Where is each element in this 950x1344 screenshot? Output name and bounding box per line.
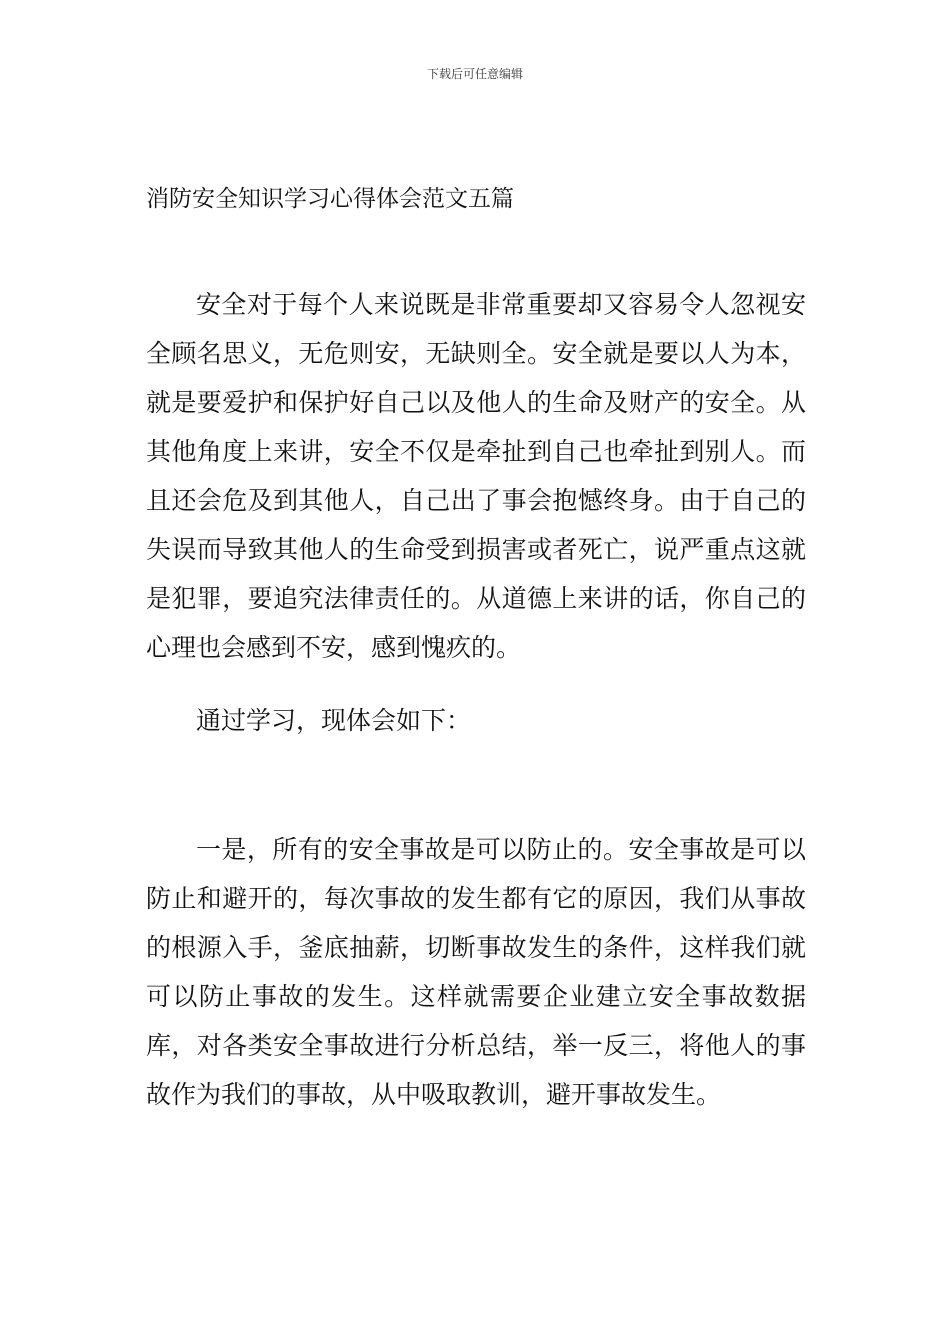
document-title: 消防安全知识学习心得体会范文五篇 [146, 186, 514, 212]
paragraph-3: 一是，所有的安全事故是可以防止的。安全事故是可以防止和避开的，每次事故的发生都有它的原因，我们从事故的根源入手，釜底抽薪，切断事故发生的条件，这样我们就可以防止事故的发生。这样就需要企业建立安全事故数据库，对各类安全事故进行分析总结，举一反三，将他人的事故作为我们的事故，从中吸取教训，避开事故发生。 [146, 835, 806, 1109]
paragraph-2: 通过学习，现体会如下： [196, 706, 472, 735]
paragraph-1: 安全对于每个人来说既是非常重要却又容易令人忽视安全顾名思义，无危则安，无缺则全。安全就是要以人为本，就是要爱护和保护好自己以及他人的生命及财产的安全。从其他角度上来讲，安全不仅是牵扯到自己也牵扯到别人。而且还会危及到其他人，自己出了事会抱憾终身。由于自己的失误而导致其他人的生命受到损害或者死亡，说严重点这就是犯罪，要追究法律责任的。从道德上来讲的话，你自己的心理也会感到不安，感到愧疚的。 [146, 290, 806, 662]
header-note: 下载后可任意编辑 [426, 67, 523, 81]
